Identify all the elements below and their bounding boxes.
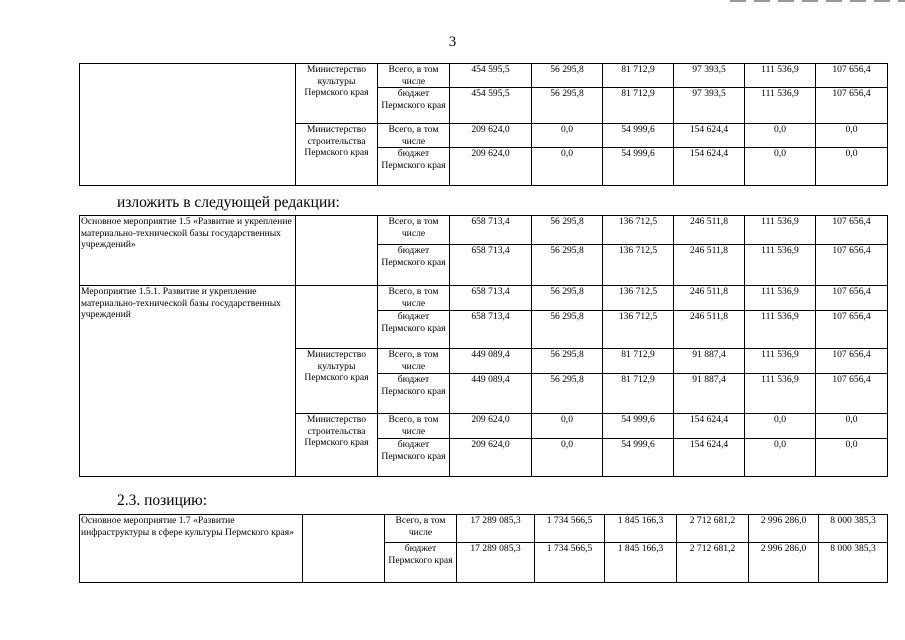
source-cell: бюджет Пермского края — [378, 245, 450, 286]
value-cell: 17 289 085,3 — [457, 543, 535, 583]
value-cell: 136 712,5 — [603, 216, 674, 245]
value-cell: 0,0 — [816, 148, 888, 186]
value-cell: 154 624,4 — [674, 414, 745, 439]
value-cell: 111 536,9 — [745, 286, 816, 311]
value-cell: 91 887,4 — [674, 374, 745, 414]
value-cell: 454 595,5 — [450, 88, 532, 124]
value-cell: 81 712,9 — [603, 88, 674, 124]
value-cell: 246 511,8 — [674, 216, 745, 245]
value-cell: 111 536,9 — [745, 374, 816, 414]
table-row — [80, 286, 888, 311]
value-cell: 2 712 681,2 — [677, 515, 749, 543]
value-cell: 0,0 — [816, 439, 888, 477]
source-cell: Всего, в том числе — [378, 64, 450, 88]
page-number: 3 — [448, 34, 457, 50]
value-cell: 0,0 — [532, 439, 603, 477]
source-cell: бюджет Пермского края — [378, 439, 450, 477]
table-row — [80, 515, 888, 543]
value-cell: 107 656,4 — [816, 245, 888, 286]
org-cell-empty — [296, 216, 378, 286]
value-cell: 111 536,9 — [745, 216, 816, 245]
org-cell: Министерство строительства Пермского края — [296, 124, 378, 186]
value-cell: 2 996 286,0 — [749, 515, 819, 543]
value-cell: 56 295,8 — [532, 245, 603, 286]
value-cell: 107 656,4 — [816, 64, 888, 88]
source-cell: Всего, в том числе — [378, 286, 450, 311]
value-cell: 2 996 286,0 — [749, 543, 819, 583]
value-cell: 17 289 085,3 — [457, 515, 535, 543]
source-cell: бюджет Пермского края — [378, 311, 450, 349]
value-cell: 658 713,4 — [450, 216, 532, 245]
value-cell: 111 536,9 — [745, 88, 816, 124]
top-edge-dashes — [730, 0, 905, 2]
source-cell: бюджет Пермского края — [378, 374, 450, 414]
org-cell: Министерство культуры Пермского края — [296, 64, 378, 124]
value-cell: 91 887,4 — [674, 349, 745, 374]
value-cell: 107 656,4 — [816, 88, 888, 124]
value-cell: 54 999,6 — [603, 414, 674, 439]
table-new-version — [79, 215, 888, 477]
value-cell: 0,0 — [745, 439, 816, 477]
source-cell: Всего, в том числе — [378, 349, 450, 374]
value-cell: 0,0 — [816, 414, 888, 439]
value-cell: 154 624,4 — [674, 148, 745, 186]
value-cell: 246 511,8 — [674, 311, 745, 349]
table-row — [80, 216, 888, 245]
value-cell: 107 656,4 — [816, 286, 888, 311]
value-cell: 54 999,6 — [603, 439, 674, 477]
value-cell: 246 511,8 — [674, 245, 745, 286]
value-cell: 1 845 166,3 — [605, 543, 677, 583]
value-cell: 56 295,8 — [532, 216, 603, 245]
replace-heading: изложить в следующей редакции: — [117, 194, 340, 211]
value-cell: 107 656,4 — [816, 311, 888, 349]
value-cell: 154 624,4 — [674, 439, 745, 477]
source-cell: Всего, в том числе — [378, 124, 450, 148]
value-cell: 0,0 — [532, 124, 603, 148]
main-activity-name: Основное мероприятие 1.7 «Развитие инфраструктуры в сфере культуры Пермского края» — [80, 515, 303, 583]
source-cell: Всего, в том числе — [378, 216, 450, 245]
value-cell: 81 712,9 — [603, 374, 674, 414]
value-cell: 56 295,8 — [532, 374, 603, 414]
value-cell: 658 713,4 — [450, 245, 532, 286]
value-cell: 111 536,9 — [745, 64, 816, 88]
value-cell: 81 712,9 — [603, 64, 674, 88]
value-cell: 97 393,5 — [674, 64, 745, 88]
value-cell: 0,0 — [745, 124, 816, 148]
value-cell: 209 624,0 — [450, 414, 532, 439]
value-cell: 97 393,5 — [674, 88, 745, 124]
value-cell: 154 624,4 — [674, 124, 745, 148]
value-cell: 246 511,8 — [674, 286, 745, 311]
value-cell: 136 712,5 — [603, 286, 674, 311]
org-cell-empty — [296, 286, 378, 349]
value-cell: 54 999,6 — [603, 124, 674, 148]
value-cell: 209 624,0 — [450, 124, 532, 148]
org-cell-empty — [303, 515, 385, 583]
value-cell: 56 295,8 — [532, 64, 603, 88]
value-cell: 56 295,8 — [532, 286, 603, 311]
value-cell: 1 845 166,3 — [605, 515, 677, 543]
source-cell: Всего, в том числе — [385, 515, 457, 543]
value-cell: 111 536,9 — [745, 311, 816, 349]
value-cell: 54 999,6 — [603, 148, 674, 186]
value-cell: 56 295,8 — [532, 88, 603, 124]
value-cell: 2 712 681,2 — [677, 543, 749, 583]
value-cell: 209 624,0 — [450, 148, 532, 186]
value-cell: 1 734 566,5 — [535, 543, 605, 583]
value-cell: 8 000 385,3 — [819, 543, 888, 583]
value-cell: 0,0 — [532, 148, 603, 186]
table-row — [80, 64, 888, 88]
value-cell: 56 295,8 — [532, 349, 603, 374]
value-cell: 111 536,9 — [745, 245, 816, 286]
value-cell: 0,0 — [532, 414, 603, 439]
value-cell: 107 656,4 — [816, 349, 888, 374]
value-cell: 454 595,5 — [450, 64, 532, 88]
value-cell: 658 713,4 — [450, 286, 532, 311]
source-cell: бюджет Пермского края — [385, 543, 457, 583]
section-heading: 2.3. позицию: — [117, 492, 208, 509]
value-cell: 107 656,4 — [816, 216, 888, 245]
value-cell: 209 624,0 — [450, 439, 532, 477]
value-cell: 658 713,4 — [450, 311, 532, 349]
value-cell: 8 000 385,3 — [819, 515, 888, 543]
value-cell: 107 656,4 — [816, 374, 888, 414]
value-cell: 136 712,5 — [603, 311, 674, 349]
value-cell: 0,0 — [745, 414, 816, 439]
main-activity-name: Основное мероприятие 1.5 «Развитие и укрепление материально-технической базы государственных учреждений» — [80, 216, 296, 286]
value-cell: 56 295,8 — [532, 311, 603, 349]
value-cell: 449 089,4 — [450, 374, 532, 414]
table-position — [79, 514, 888, 583]
source-cell: бюджет Пермского края — [378, 148, 450, 186]
value-cell: 0,0 — [745, 148, 816, 186]
name-cell-empty — [80, 64, 296, 186]
value-cell: 111 536,9 — [745, 349, 816, 374]
value-cell: 449 089,4 — [450, 349, 532, 374]
value-cell: 0,0 — [816, 124, 888, 148]
org-cell: Министерство строительства Пермского края — [296, 414, 378, 477]
source-cell: Всего, в том числе — [378, 414, 450, 439]
org-cell: Министерство культуры Пермского края — [296, 349, 378, 414]
value-cell: 81 712,9 — [603, 349, 674, 374]
value-cell: 1 734 566,5 — [535, 515, 605, 543]
sub-activity-name: Мероприятие 1.5.1. Развитие и укрепление материально-технической базы государственных учреждений — [80, 286, 296, 477]
value-cell: 136 712,5 — [603, 245, 674, 286]
table-previous-version — [79, 63, 888, 186]
source-cell: бюджет Пермского края — [378, 88, 450, 124]
